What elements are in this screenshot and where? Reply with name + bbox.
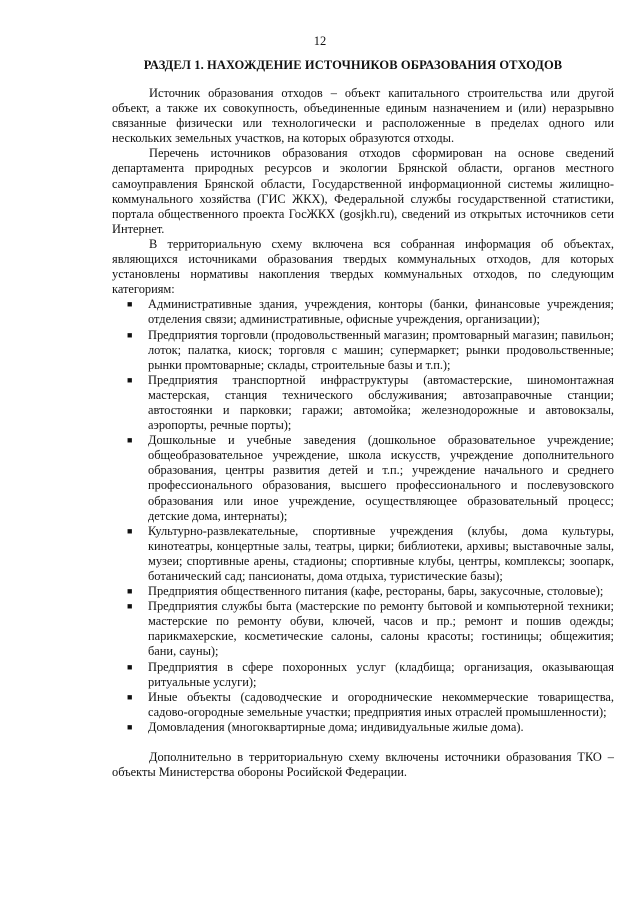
bullet-icon: ■ xyxy=(127,329,133,340)
list-item xyxy=(112,433,614,524)
bullet-icon: ■ xyxy=(127,691,133,702)
list-item-text: Предприятия службы быта (мастерские по ремонту бытовой и компьютерной техники; мастерские по ремонту обуви, ключей, часов и пр.; ремонт и пошив одежды; парикмахерские, косметические салоны, салоны красоты; гостиницы; общежития; бани, сауны); xyxy=(148,599,614,659)
list-item-text: Предприятия общественного питания (кафе, рестораны, бары, закусочные, столовые); xyxy=(148,584,604,599)
paragraph-definition: Источник образования отходов – объект капитального строительства или другой объект, а также их совокупность, объединенные единым назначением и (или) неразрывно связанные физически или технологически и расположенные в пределах одного или нескольких земельных участков, на которых образуются отходы. xyxy=(112,86,614,146)
bullet-icon: ■ xyxy=(127,586,133,597)
bullet-icon: ■ xyxy=(127,374,133,385)
page-number: 12 xyxy=(313,34,327,48)
list-item xyxy=(112,373,614,433)
list-item xyxy=(112,524,614,584)
paragraph-categories-intro: В территориальную схему включена вся собранная информация об объектах, являющихся источниками образования твердых коммунальных отходов, для которых установлены нормативы накопления твердых коммунальных отходов, по следующим категориям: xyxy=(112,236,614,297)
paragraph-closing: Дополнительно в территориальную схему включены источники образования ТКО – объекты Министерства обороны Росийской Федерации. xyxy=(112,750,614,780)
document-body xyxy=(112,86,614,780)
paragraph-sources: Перечень источников образования отходов сформирован на основе сведений департамента природных ресурсов и экологии Брянской области, органов местного самоуправления Брянской области, Государственной информационной системы жилищно-коммунального хозяйства (ГИС ЖКХ), Федеральной службы государственной статистики, портала общественного проекта ГосЖКХ (gosjkh.ru), сведений из открытых источников сети Интернет. xyxy=(112,146,614,236)
list-item xyxy=(112,660,614,690)
list-item-text: Дошкольные и учебные заведения (дошкольное образовательное учреждение; общеобразовательное учреждение, школа искусств, учреждение дополнительного образования, центры развития детей и т.п.; учреждение начального и среднего профессионального образования, высшего профессионального и послевузовского образования или иное учреждение, осуществляющее образовательный процесс; детские дома, интернаты); xyxy=(148,433,614,523)
list-item-text: Предприятия в сфере похоронных услуг (кладбища; организация, оказывающая ритуальные услуги); xyxy=(148,659,614,689)
list-item xyxy=(112,720,614,735)
list-item-text: Иные объекты (садоводческие и огороднические некоммерческие товарищества, садово-огородные земельные участки; предприятия иных отраслей промышленности); xyxy=(148,689,614,719)
list-item-text: Предприятия транспортной инфраструктуры (автомастерские, шиномонтажная мастерская, станция технического обслуживания; автозаправочные станции; автостоянки и парковки; гаражи; автомойка; железнодорожные и автовокзалы, аэропорты, речные порты); xyxy=(148,372,614,433)
bullet-icon: ■ xyxy=(127,661,133,672)
list-item-text: Культурно-развлекательные, спортивные учреждения (клубы, дома культуры, кинотеатры, концертные залы, театры, цирки; библиотеки, архивы; выставочные залы, музеи; спортивные арены, стадионы; спортивные клубы, центры, комплексы; зоопарк, ботанический сад; пансионаты, дома отдыха, туристические базы); xyxy=(148,523,614,583)
list-item-text: Предприятия торговли (продовольственный магазин; промтоварный магазин; павильон; лоток; палатка, киоск; торговля с машин; супермаркет; рынки продовольственные; рынки промтоварные; склады, строительные базы и т.п.); xyxy=(148,327,614,372)
bullet-icon: ■ xyxy=(127,721,133,732)
list-item-text: Административные здания, учреждения, конторы (банки, финансовые учреждения; отделения связи; административные, офисные учреждения, организации); xyxy=(148,297,614,327)
list-item xyxy=(112,690,614,720)
bullet-icon: ■ xyxy=(127,601,133,612)
paragraph-spacer xyxy=(112,735,614,750)
bullet-icon: ■ xyxy=(127,525,133,536)
section-title: РАЗДЕЛ 1. НАХОЖДЕНИЕ ИСТОЧНИКОВ ОБРАЗОВАНИЯ ОТХОДОВ xyxy=(143,58,563,72)
list-item-text: Домовладения (многоквартирные дома; индивидуальные жилые дома). xyxy=(148,719,524,734)
list-item xyxy=(112,599,614,659)
bullet-icon: ■ xyxy=(127,299,133,310)
bullet-icon: ■ xyxy=(127,435,133,446)
list-item xyxy=(112,328,614,373)
list-item xyxy=(112,297,614,327)
list-item xyxy=(112,584,614,599)
categories-list xyxy=(112,297,614,735)
